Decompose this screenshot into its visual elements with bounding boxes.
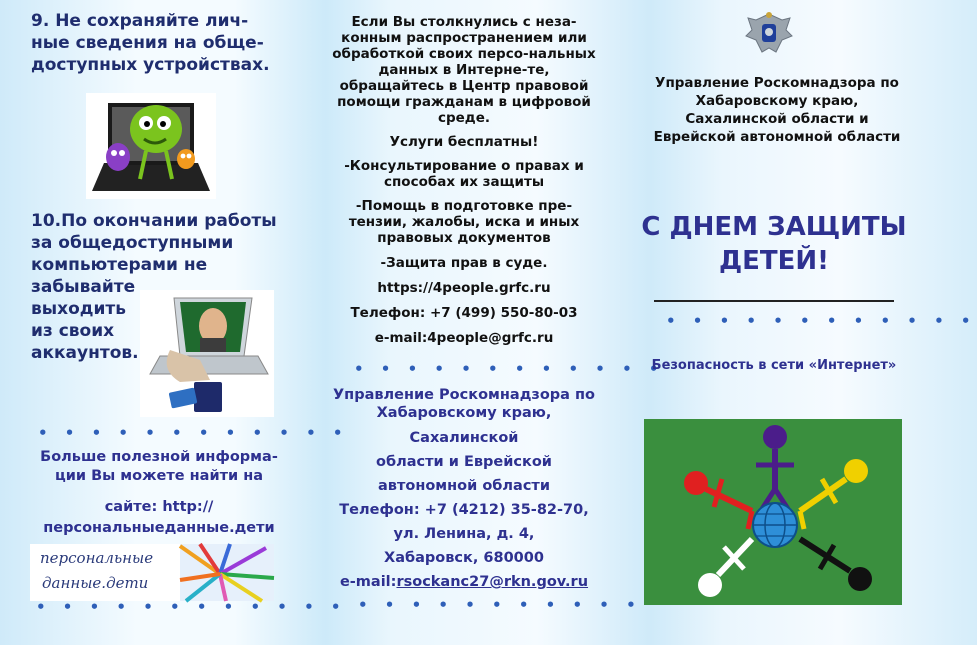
addr-email-row [328,570,600,594]
children-globe-image [644,419,902,605]
legal-help-intro: Если Вы столкнулись с неза-конным распространением или обработкой своих персо-нальных данных в Интерне-те, обращайтесь в Центр правовой помощи гражданам в цифровой среде. [332,14,596,126]
addr-email-link[interactable]: rsockanc27@rkn.gov.ru [396,574,589,590]
legal-help-url[interactable]: https://4people.grfc.ru [377,280,551,296]
addr-phone: Телефон: +7 (4212) 35-82-70, [339,502,589,518]
addr-line-2: Сахалинской [409,430,519,446]
tip-9: 9. Не сохраняйте лич-ные сведения на обще-доступных устройствах. [31,11,270,75]
service-documents: -Помощь в подготовке пре-тензии, жалобы, иска и иных правовых документов [348,198,580,246]
panel-left [0,0,349,645]
subtitle: Безопасность в сети «Интернет» [651,358,897,373]
addr-line-4: автономной области [378,478,550,494]
dot-divider-bottom: • • • • • • • • • • • [358,596,642,614]
legal-help-email[interactable]: e-mail:4people@grfc.ru [374,330,554,346]
addr-street: ул. Ленина, д. 4, [393,526,535,542]
more-info-lead: Больше полезной информа-ции Вы можете найти на [40,449,278,484]
more-info-site-label: сайте: http:// [104,499,214,515]
addr-org: Управление Роскомнадзора по Хабаровскому краю, [333,387,595,421]
title-underline [654,300,894,302]
more-info-text [30,448,288,538]
free-services: Услуги бесплатны! [389,134,539,150]
contact-address [328,386,600,594]
addr-line-3: области и Еврейской [376,454,552,470]
tip-10: 10.По окончании работы за общедоступными компьютерами не [31,211,277,275]
personal-data-logo [30,544,274,601]
addr-city: Хабаровск, 680000 [384,550,544,566]
panel-middle [310,0,665,645]
service-court: -Защита прав в суде. [380,255,548,271]
dot-divider-bottom: • • • • • • • • • • • • [36,598,347,616]
organization-name: Управление Роскомнадзора по Хабаровскому краю, Сахалинской области и Еврейской автономной области [653,75,901,145]
service-consulting: -Консультирование о правах и способах их защиты [344,158,584,190]
more-info-site-link[interactable]: персональныеданные.дети [43,520,275,536]
panel-right [626,0,977,645]
legal-help-info [328,14,600,346]
logo-text-line1: персональные [40,549,154,567]
roskomnadzor-emblem [742,10,796,60]
virus-laptop-image [86,93,216,199]
addr-email-prefix: e-mail: [339,574,397,590]
legal-help-phone: Телефон: +7 (499) 550-80-03 [350,305,578,321]
hacker-laptop-image [140,290,274,417]
dot-divider: • • • • • • • • • • • • [666,312,977,330]
page-title: С ДНЕМ ЗАЩИТЫ ДЕТЕЙ! [641,212,907,276]
dot-divider: • • • • • • • • • • • • [354,360,665,378]
logo-text-line2: данные.дети [42,574,149,592]
dot-divider: • • • • • • • • • • • • [38,424,349,442]
tip-10-continued: забывайте выходить из своих аккаунтов. [31,277,139,363]
